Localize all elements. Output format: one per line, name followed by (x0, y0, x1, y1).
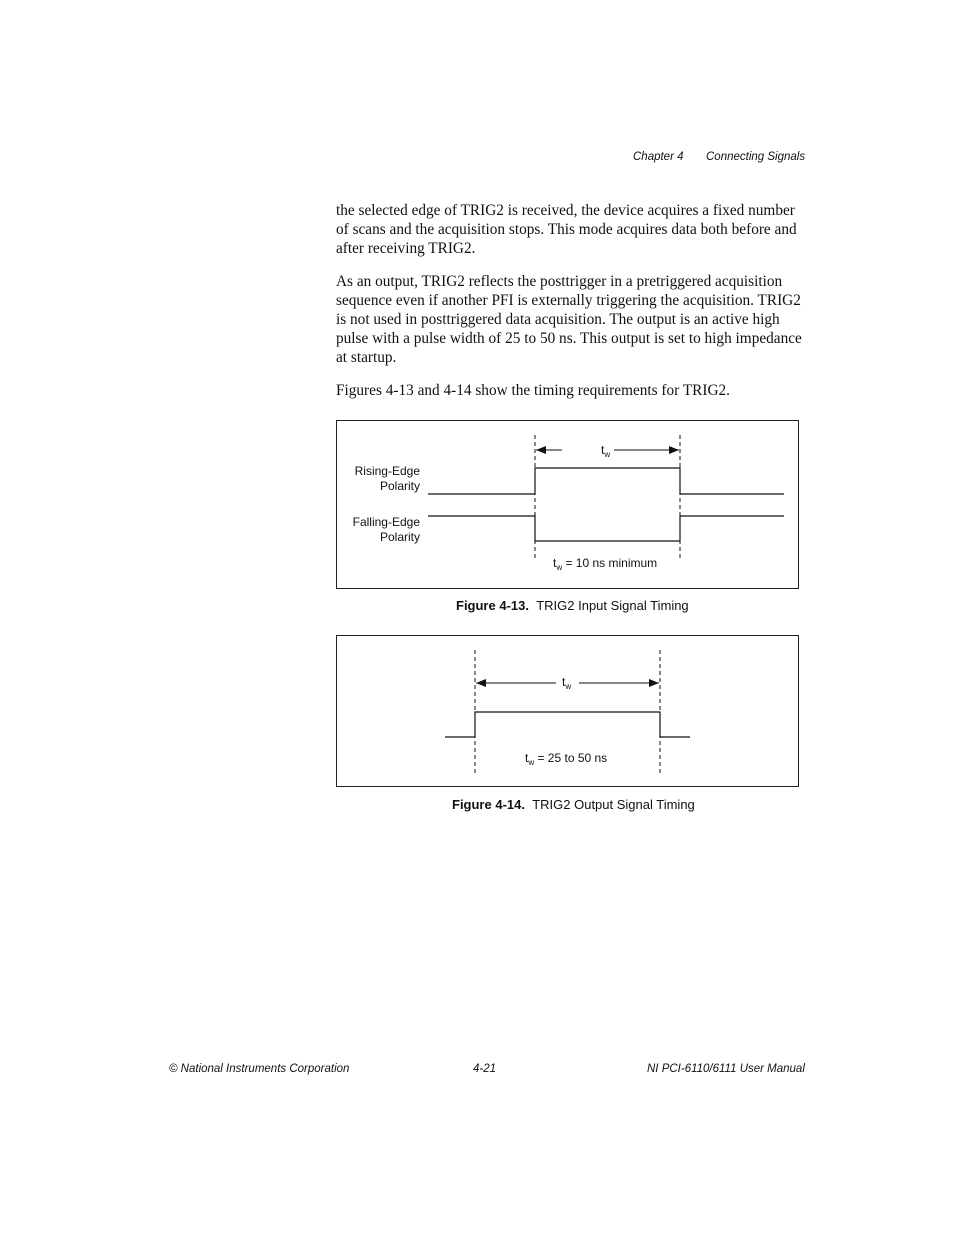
tw-label: $t_w$ (562, 675, 572, 691)
header-section: Connecting Signals (706, 151, 806, 163)
figure-4-14-caption (452, 797, 695, 812)
figure-4-14 (336, 635, 799, 787)
paragraph-1: the selected edge of TRIG2 is received, the device acquires a fixed number of scans and the acquisition stops. This mode acquires data both before and after receiving TRIG2. (336, 202, 797, 257)
rising-edge-label-line2: Polarity (379, 479, 420, 493)
footer-page-number: 4-21 (473, 1063, 497, 1075)
figure-4-13 (336, 420, 799, 589)
figure-4-13-caption (456, 598, 689, 613)
footer-manual-title: NI PCI-6110/6111 User Manual (647, 1063, 805, 1075)
figure-4-13-title: TRIG2 Input Signal Timing (536, 598, 689, 613)
rising-edge-waveform (428, 468, 784, 494)
paragraph-2: As an output, TRIG2 reflects the posttrigger in a pretriggered acquisition sequence even if another PFI is externally triggering the acquisition. TRIG2 is not used in posttriggered data acquisition. The output is an active high pulse with a pulse width of 25 to 50 ns. This output is set to high impedance at startup. (336, 273, 802, 366)
figure-4-14-title: TRIG2 Output Signal Timing (532, 797, 695, 812)
header-chapter: Chapter 4 (633, 151, 684, 163)
rising-edge-label-line1: Rising-Edge (354, 464, 420, 478)
figure-4-13-number: Figure 4-13. (456, 598, 529, 613)
output-pulse-waveform (445, 712, 690, 737)
tw-label: $t_w$ (601, 443, 611, 459)
figure-4-14-number: Figure 4-14. (452, 797, 525, 812)
figure-4-13-diagram (337, 421, 800, 590)
paragraph-3: Figures 4-13 and 4-14 show the timing requirements for TRIG2. (336, 382, 730, 399)
falling-edge-waveform (428, 516, 784, 541)
falling-edge-label-line2: Polarity (379, 530, 420, 544)
tw-range-note: $t_w = 25$ to 50 ns (525, 751, 608, 767)
footer-copyright: © National Instruments Corporation (169, 1063, 350, 1075)
falling-edge-label-line1: Falling-Edge (352, 515, 420, 529)
tw-minimum-note: $t_w = 10$ ns minimum (553, 556, 658, 572)
figure-4-14-diagram (337, 636, 800, 788)
